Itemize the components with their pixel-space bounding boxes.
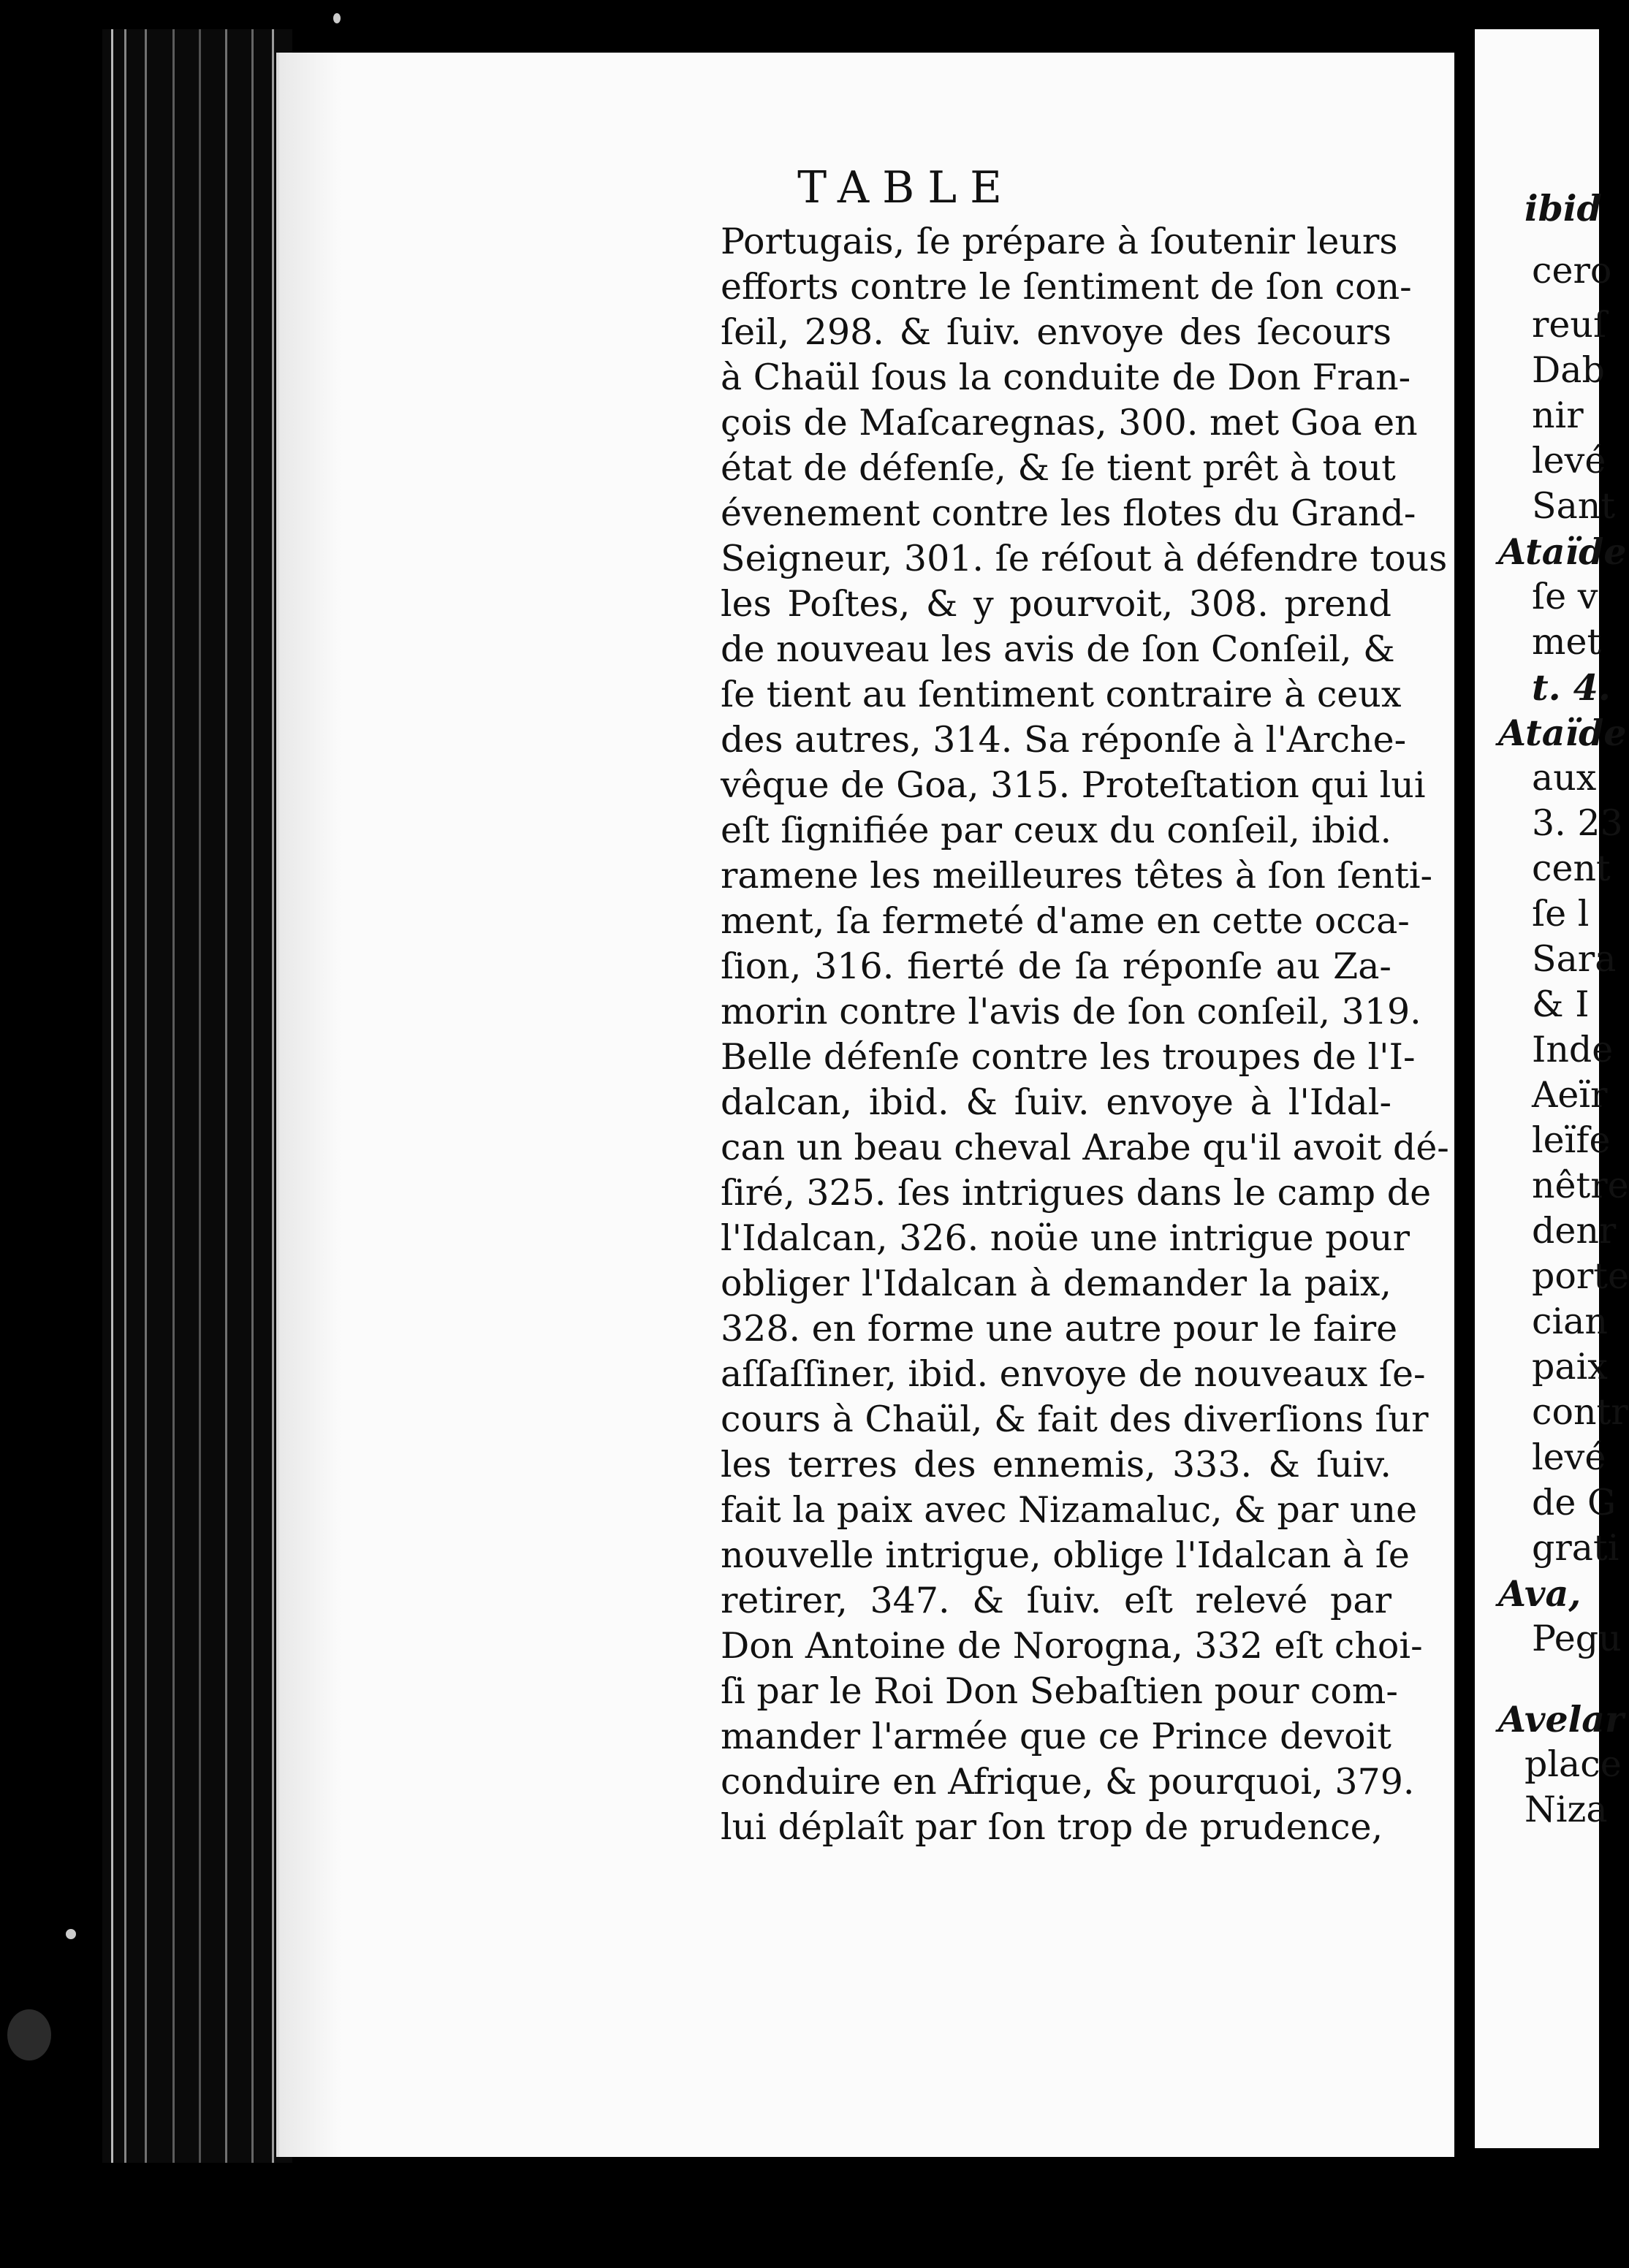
text-line: 3. 23 [1532,802,1623,844]
text-line: aux [1532,757,1597,799]
text-line: à Chaül ſous la conduite de Don Fran- [721,357,1411,398]
text-line: Pegu [1532,1618,1622,1659]
text-line: Niza [1524,1789,1608,1830]
text-line: Ataïde [1498,712,1627,754]
text-line: retirer, 347. & ſuiv. eſt relevé par [721,1580,1391,1621]
text-line: cent [1532,848,1611,889]
text-line: fait la paix avec Nizamaluc, & par une [721,1489,1418,1531]
text-line: Portugais, ſe prépare à ſoutenir leurs [721,221,1398,262]
text-line: Ava, [1498,1572,1581,1615]
text-line: nêtre [1532,1165,1629,1206]
text-line: Seigneur, 301. ſe réſout à défendre tous [721,538,1448,579]
text-line: mander l'armée que ce Prince devoit [721,1716,1391,1757]
text-line: grati [1532,1527,1619,1569]
text-line: ibid [1524,187,1602,229]
text-line: de G [1532,1482,1617,1523]
text-line: ment, ſa fermeté d'ame en cette occa- [721,900,1410,942]
text-line: paix [1532,1346,1608,1388]
text-line: can un beau cheval Arabe qu'il avoit dé- [721,1127,1449,1168]
text-line: état de défenſe, & ſe tient prêt à tout [721,447,1396,489]
text-line: dalcan, ibid. & ſuiv. envoye à l'Idal- [721,1081,1391,1123]
text-line: nouvelle intrigue, oblige l'Idalcan à ſe [721,1534,1410,1576]
book-spine-edges [102,29,292,2163]
text-line: 328. en forme une autre pour le faire [721,1308,1398,1350]
page-heading: TABLE [797,162,1015,213]
scan-speck [7,2009,51,2060]
text-line: levé [1532,440,1606,482]
text-line: porte [1532,1255,1629,1297]
text-line: les terres des ennemis, 333. & ſuiv. [721,1444,1391,1485]
text-line: évenement contre les flotes du Grand- [721,492,1416,534]
text-line: cours à Chaül, & fait des diverſions ſur [721,1399,1429,1440]
text-line: vêque de Goa, 315. Proteſtation qui lui [721,764,1426,806]
text-line: Sara [1532,938,1617,980]
text-line: Don Antoine de Norogna, 332 eſt choi- [721,1625,1423,1667]
scan-speck [333,13,341,23]
text-line: des autres, 314. Sa réponſe à l'Arche- [721,719,1407,761]
text-line: de nouveau les avis de ſon Conſeil, & [721,628,1395,670]
text-line: ſion, 316. fierté de ſa réponſe au Za- [721,945,1391,987]
text-line: ſiré, 325. ſes intrigues dans le camp de [721,1172,1432,1214]
text-line: les Poſtes, & y pourvoit, 308. prend [721,583,1391,625]
text-line: eſt ſignifiée par ceux du conſeil, ibid. [721,810,1392,851]
page-shadow [276,53,342,2157]
page-gutter [1454,29,1475,2177]
text-line: Belle défenſe contre les troupes de l'I- [721,1036,1416,1078]
text-line: contr [1532,1391,1628,1433]
text-line: Avelar [1498,1698,1624,1740]
text-line: levé [1532,1436,1606,1478]
text-line: conduire en Afrique, & pourquoi, 379. [721,1761,1415,1803]
text-line: aſſaſſiner, ibid. envoye de nouveaux ſe- [721,1353,1426,1395]
text-line: Ataïde [1498,530,1627,573]
text-line: leïfe [1532,1119,1611,1161]
text-line: Sant [1532,485,1616,527]
text-line: Aeïr [1532,1074,1608,1116]
text-line: t. 4. [1532,666,1611,709]
text-line: ſe tient au ſentiment contraire à ceux [721,674,1402,715]
text-line: place [1524,1743,1622,1785]
text-line: ſi par le Roi Don Sebaſtien pour com- [721,1670,1398,1712]
text-line: & I [1532,983,1590,1025]
text-line: obliger l'Idalcan à demander la paix, [721,1263,1391,1304]
text-line: Inde [1532,1029,1614,1070]
text-line: çois de Maſcaregnas, 300. met Goa en [721,402,1418,444]
text-line: ſe v [1532,576,1598,617]
text-line: reuſ [1532,304,1607,346]
text-line: cian [1532,1301,1608,1342]
text-line: morin contre l'avis de ſon conſeil, 319. [721,991,1421,1032]
text-line: l'Idalcan, 326. noüe une intrigue pour [721,1217,1410,1259]
text-line: efforts contre le ſentiment de ſon con- [721,266,1412,308]
scan-speck [66,1929,76,1939]
text-line: nir [1532,395,1584,436]
text-line: ſe l [1532,893,1590,935]
text-line: denr [1532,1210,1617,1252]
text-line: ſeil, 298. & ſuiv. envoye des ſecours [721,311,1391,353]
text-line: cero [1532,250,1612,292]
text-line: ramene les meilleures têtes à ſon ſenti- [721,855,1433,897]
text-line: met [1532,621,1602,663]
text-line: Dab [1532,349,1605,391]
text-line: lui déplaît par ſon trop de prudence, [721,1806,1383,1848]
